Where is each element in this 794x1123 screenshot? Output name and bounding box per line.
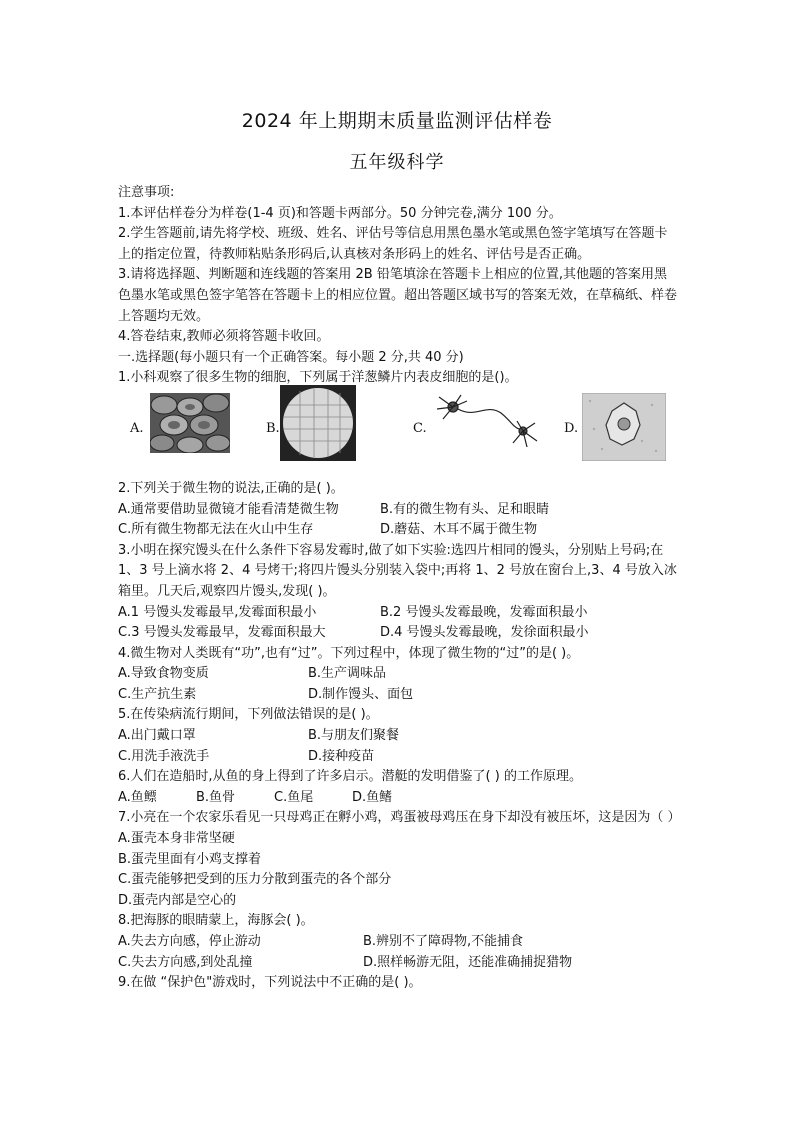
option-d: D.蛋壳内部是空心的 <box>118 892 237 908</box>
option-b: B.蛋壳里面有小鸡支撑着 <box>118 851 262 867</box>
option-row <box>118 623 678 644</box>
question-stem: 1.小科观察了很多生物的细胞，下列属于洋葱鳞片内表皮细胞的是()。 <box>118 370 518 386</box>
option-a: A.鱼鳔 <box>118 789 157 805</box>
note-item: 1.本评估样卷分为样卷(1-4 页)和答题卡两部分。50 分钟完卷,满分 100 分。 <box>118 205 562 221</box>
option-c: C.所有微生物都无法在火山中生存 <box>118 522 314 538</box>
option-c: C.失去方向感,到处乱撞 <box>118 954 253 970</box>
option-row <box>118 664 678 685</box>
option-row <box>118 520 678 541</box>
option-c: C.蛋壳能够把受到的压力分散到蛋壳的各个部分 <box>118 872 392 888</box>
option-label: B. <box>266 420 280 436</box>
question-stem: 8.把海豚的眼睛蒙上，海豚会( )。 <box>118 913 314 929</box>
note-item: 2.学生答题前,请先将学校、班级、姓名、评估号等信息用黑色墨水笔或黑色签字笔填写在答题卡上的指定位置，待教师粘贴条形码后,认真核对条形码上的姓名、评估号是否正确。 <box>118 226 668 262</box>
question-stem: 9.在做 “保护色"游戏时，下列说法中不正确的是( )。 <box>118 975 422 991</box>
option-row <box>118 788 678 809</box>
animal-cell-image <box>582 393 666 461</box>
option-d: D.照样畅游无阻，还能准确捕捉猎物 <box>363 954 573 970</box>
option-d: D.蘑菇、木耳不属于微生物 <box>380 522 538 538</box>
option-b: B.生产调味品 <box>308 666 387 682</box>
note-item: 3.请将选择题、判断题和连线题的答案用 2B 铅笔填涂在答题卡上相应的位置,其他题的答案用黑色墨水笔或黑色签字笔答在答题卡上的相应位置。超出答题区域书写的答案无效，在草稿纸、样卷上答题均无效。 <box>118 267 678 324</box>
note-item: 4.答卷结束,教师必须将答题卡收回。 <box>118 329 330 345</box>
question-stem: 5.在传染病流行期间，下列做法错误的是( )。 <box>118 707 379 723</box>
option-a: A.失去方向感，停止游动 <box>118 934 261 949</box>
option-d: D.制作馒头、面包 <box>308 686 414 702</box>
option-a: A.通常要借助显微镜才能看清楚微生物 <box>118 501 339 517</box>
page-subtitle: 五年级科学 <box>349 152 445 173</box>
option-d: D.4 号馒头发霉最晚，发徐面积最小 <box>380 625 589 641</box>
option-a: A.导致食物变质 <box>118 666 209 682</box>
option-label: D. <box>564 420 579 436</box>
option-label: A. <box>130 420 144 436</box>
question-stem: 3.小明在探究馒头在什么条件下容易发霉时,做了如下实验:选四片相同的馒头，分别贴上号码;在 1、3 号上滴水将 2、4 号烤干;将四片馒头分别装入袋中;再将 1、2 号放在窗台上,3、4 号放入冰箱里。几天后,观察四片馒头,发现( )。 <box>118 542 677 599</box>
red-blood-cells-image <box>150 393 230 453</box>
option-row <box>118 932 678 953</box>
option-row <box>118 747 678 768</box>
page-title: 2024 年上期期末质量监测评估样卷 <box>241 110 553 132</box>
option-d: D.接种疫苗 <box>308 748 375 764</box>
option-a: A.出门戴口罩 <box>118 728 196 744</box>
option-a: A.蛋壳本身非常坚硬 <box>118 831 235 847</box>
option-c: C.鱼尾 <box>274 789 314 805</box>
option-b: B.鱼骨 <box>196 789 236 805</box>
option-label: C. <box>413 420 427 436</box>
option-row <box>118 953 678 974</box>
option-b: B.有的微生物有头、足和眼睛 <box>380 501 550 517</box>
option-a: A.1 号馒头发霉最早,发霉面积最小 <box>118 604 317 620</box>
option-d: D.鱼鳍 <box>352 789 393 805</box>
section-heading: 一.选择题(每小题只有一个正确答案。每小题 2 分,共 40 分) <box>118 349 464 365</box>
question-stem: 6.人们在造船时,从鱼的身上得到了许多启示。潜艇的发明借鉴了( ) 的工作原理。 <box>118 769 582 785</box>
option-c: C.用洗手液洗手 <box>118 748 210 764</box>
option-row <box>118 726 678 747</box>
exam-body <box>118 183 681 994</box>
option-b: B.2 号馒头发霉最晚，发霉面积最小 <box>380 604 588 620</box>
question-stem: 7.小亮在一个农家乐看见一只母鸡正在孵小鸡，鸡蛋被母鸡压在身下却没有被压坏，这是因为（ ） <box>118 810 681 826</box>
option-b: B.辨别不了障碍物,不能捕食 <box>363 934 524 949</box>
option-row <box>118 685 678 706</box>
onion-cells-image <box>280 385 356 461</box>
question-stem: 2.下列关于微生物的说法,正确的是( )。 <box>118 480 344 496</box>
option-c: C.3 号馒头发霉最早，发霉面积最大 <box>118 625 326 641</box>
option-b: B.与朋友们聚餐 <box>308 728 400 744</box>
option-row <box>118 500 678 521</box>
notes-heading: 注意事项: <box>118 185 175 200</box>
q1-image-options <box>118 393 678 473</box>
question-stem: 4.微生物对人类既有“功”,也有“过”。下列过程中，体现了微生物的“过”的是( )。 <box>118 645 580 661</box>
nerve-cell-image <box>431 393 551 453</box>
option-c: C.生产抗生素 <box>118 686 197 702</box>
option-row <box>118 603 678 624</box>
